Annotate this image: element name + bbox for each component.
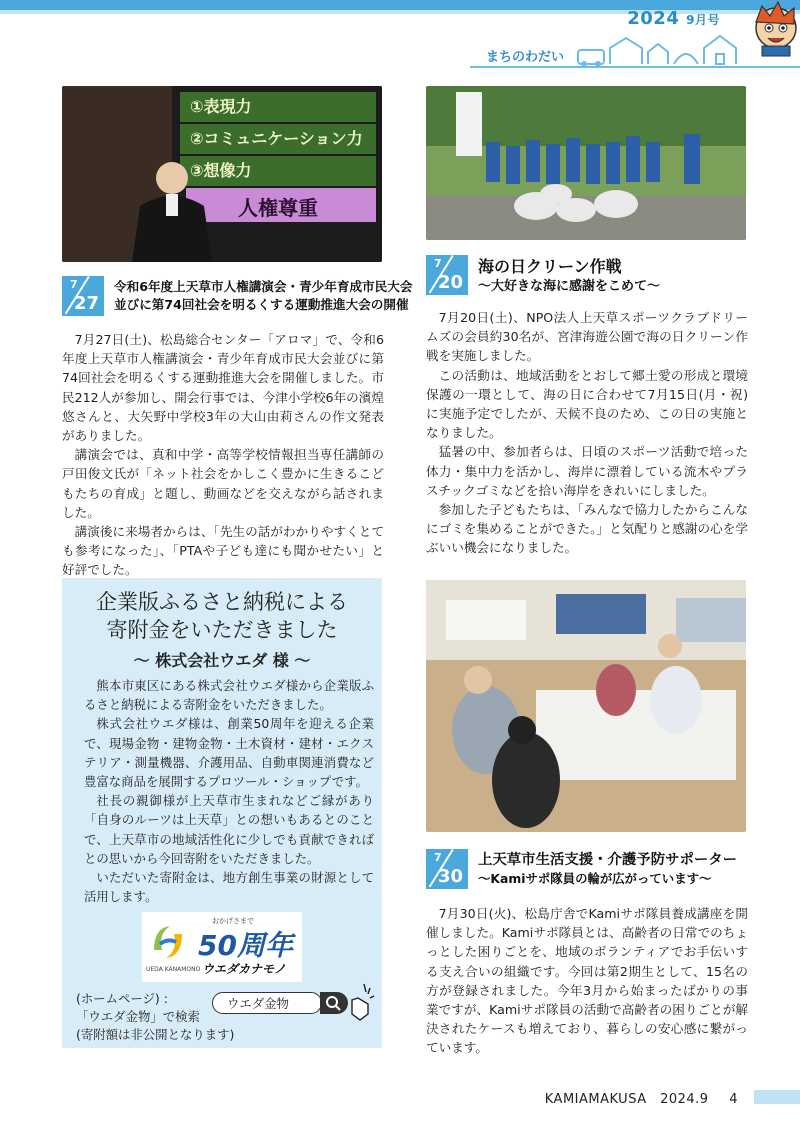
date-tag-730 xyxy=(426,849,468,889)
issue-month: 9月号 xyxy=(686,13,720,27)
title-line-1: 令和6年度上天草市人権講演会・青少年育成市民大会 xyxy=(114,279,413,294)
homepage-line-1: (ホームページ) : xyxy=(76,991,168,1006)
paragraph: 株式会社ウエダ様は、創業50周年を迎える企業で、現場金物・建物金物・土木資材・建材・エクステリア・測量機器、介護用品、自動車関連消費など豊富な商品を展開するプロツール・ショップです。 xyxy=(84,716,374,790)
title-line-2: 並びに第74回社会を明るくする運動推進大会の開催 xyxy=(114,297,409,312)
article-title-kamisapo xyxy=(478,850,737,888)
date-month: 7 xyxy=(434,851,442,864)
search-button[interactable] xyxy=(320,992,348,1014)
article-title-beach-cleanup xyxy=(478,256,660,296)
paragraph: 参加した子どもたちは、「みんなで協力したからこんなにゴミを集めることができた。」と気配りと感謝の心を学ぶいい機会になりました。 xyxy=(426,502,748,556)
furusato-title-line-1: 企業版ふるさと納税による xyxy=(96,590,348,614)
search-input[interactable]: ウエダ金物 xyxy=(212,992,322,1014)
title-line-2: ～大好きな海に感謝をこめて～ xyxy=(478,279,661,294)
slide-item-1: ①表現力 xyxy=(190,97,252,116)
ueda-logo-mark-icon xyxy=(148,920,188,964)
issue-year: 2024 xyxy=(627,8,680,29)
paragraph: 7月30日(火)、松島庁舎でKamiサポ隊員養成講座を開催しました。Kamiサポ隊員とは、高齢者の日常でのちょっとした困りごとを、地域のボランティアでお手伝いする支え合いの組織です。今回は第2期生として、15名の方が登録されました。今年3月から始まったばかりの事業ですが、Kamiサポ隊員の活動で高齢者の困りごとが解決されたケースも増えており、暮らしの安心感に繋がっています。 xyxy=(426,906,748,1056)
logo-small: おかげさまで xyxy=(212,917,254,925)
slide-item-3: ③想像力 xyxy=(190,161,252,180)
paragraph: この活動は、地域活動をとおして郷土愛の形成と環境保護の一環として、海の日に合わせて7月15日(月・祝)に実施予定でしたが、天候不良のため、この日の実施となりました。 xyxy=(426,367,748,441)
paragraph: 猛暑の中、参加者らは、日頃のスポーツ活動で培った体力・集中力を活かし、海岸に漂着している流木やプラスチックゴミなどを拾い海岸をきれいにしました。 xyxy=(426,444,748,498)
paragraph: 熊本市東区にある株式会社ウエダ様から企業版ふるさと納税による寄附金をいただきました。 xyxy=(84,678,374,713)
furusato-body xyxy=(84,676,374,906)
footer-bar xyxy=(754,1090,800,1104)
date-day: 30 xyxy=(437,866,463,887)
homepage-line-3: (寄附額は非公開となります) xyxy=(76,1027,235,1042)
issue-label xyxy=(627,8,720,29)
article-body-human-rights xyxy=(62,330,384,580)
article-title-human-rights xyxy=(114,278,412,314)
page-number: 4 xyxy=(729,1092,738,1107)
title-line-1: 上天草市生活支援・介護予防サポーター xyxy=(478,852,738,868)
logo-sub: UEDA KANAMONO xyxy=(146,966,201,973)
date-day: 20 xyxy=(437,272,463,293)
logo-main: 50周年 xyxy=(198,929,293,962)
date-day: 27 xyxy=(73,293,99,314)
paragraph: 講演会では、真和中学・高等学校情報担当専任講師の戸田俊文氏が「ネット社会をかしこく豊かに生きるこどもたちの育成」と題し、動画などを交えながら話されました。 xyxy=(62,447,384,520)
paragraph: 講演後に来場者からは、「先生の話がわかりやすくとても参考になった」、「PTAや子ども達にも聞かせたい」と好評でした。 xyxy=(62,524,384,578)
footer-label xyxy=(545,1088,738,1107)
article-body-beach-cleanup xyxy=(426,308,748,558)
ueda-logo xyxy=(142,912,302,982)
slide-item-2: ②コミュニケーション力 xyxy=(190,129,363,148)
beach-cleanup-photo xyxy=(426,86,746,240)
section-title: まちのわだい xyxy=(486,50,565,65)
furusato-subtitle: ～ 株式会社ウエダ 様 ～ xyxy=(133,651,311,670)
kamisapo-training-photo xyxy=(426,580,746,832)
title-line-2: ～Kamiサポ隊員の輪が広がっています～ xyxy=(478,871,712,886)
paragraph: 7月20日(土)、NPO法人上天草スポーツクラブドリームズの会員約30名が、宮津海遊公園で海の日クリーン作戦を実施しました。 xyxy=(426,310,748,364)
date-month: 7 xyxy=(70,278,78,291)
paragraph: いただいた寄附金は、地方創生事業の財源として活用します。 xyxy=(84,870,374,905)
paragraph: 社長の親御様が上天草市生まれなどご縁があり「自身のルーツは上天草」との想いもあるとのことで、上天草市の地域活性化に少しでも貢献できればとの思いから今回寄附をいただきました。 xyxy=(84,793,374,866)
title-line-1: 海の日クリーン作戦 xyxy=(478,257,622,276)
lecture-photo xyxy=(62,86,382,262)
homepage-line-2: 「ウエダ金物」で検索 xyxy=(76,1009,200,1024)
header-divider xyxy=(470,66,800,68)
furusato-donation-box xyxy=(62,578,382,1048)
furusato-title-line-2: 寄附金をいただきました xyxy=(106,618,338,642)
date-tag-720 xyxy=(426,255,468,295)
date-month: 7 xyxy=(434,257,442,270)
cursor-hand-icon xyxy=(346,980,376,1022)
furusato-title xyxy=(62,588,382,644)
homepage-note xyxy=(76,990,234,1044)
houses-icon xyxy=(574,34,744,66)
paragraph: 7月27日(土)、松島総合センター「アロマ」で、令和6年度上天草市人権講演会・青少年育成市民大会並びに第74回社会を明るくする運動推進大会を開催しました。市民212人が参加し、開会行事では、今津小学校6年の濱煌悠さんと、大矢野中学校3年の大山由莉さんの作文発表がありました。 xyxy=(62,332,384,444)
logo-brand: ウエダカナモノ xyxy=(202,962,286,976)
slide-item-4: 人権尊重 xyxy=(238,196,318,220)
mascot-icon xyxy=(748,0,800,58)
search-icon xyxy=(320,992,348,1014)
article-body-kamisapo xyxy=(426,904,748,1058)
footer-publication: KAMIAMAKUSA 2024.9 xyxy=(544,1092,709,1107)
date-tag-727 xyxy=(62,276,104,316)
